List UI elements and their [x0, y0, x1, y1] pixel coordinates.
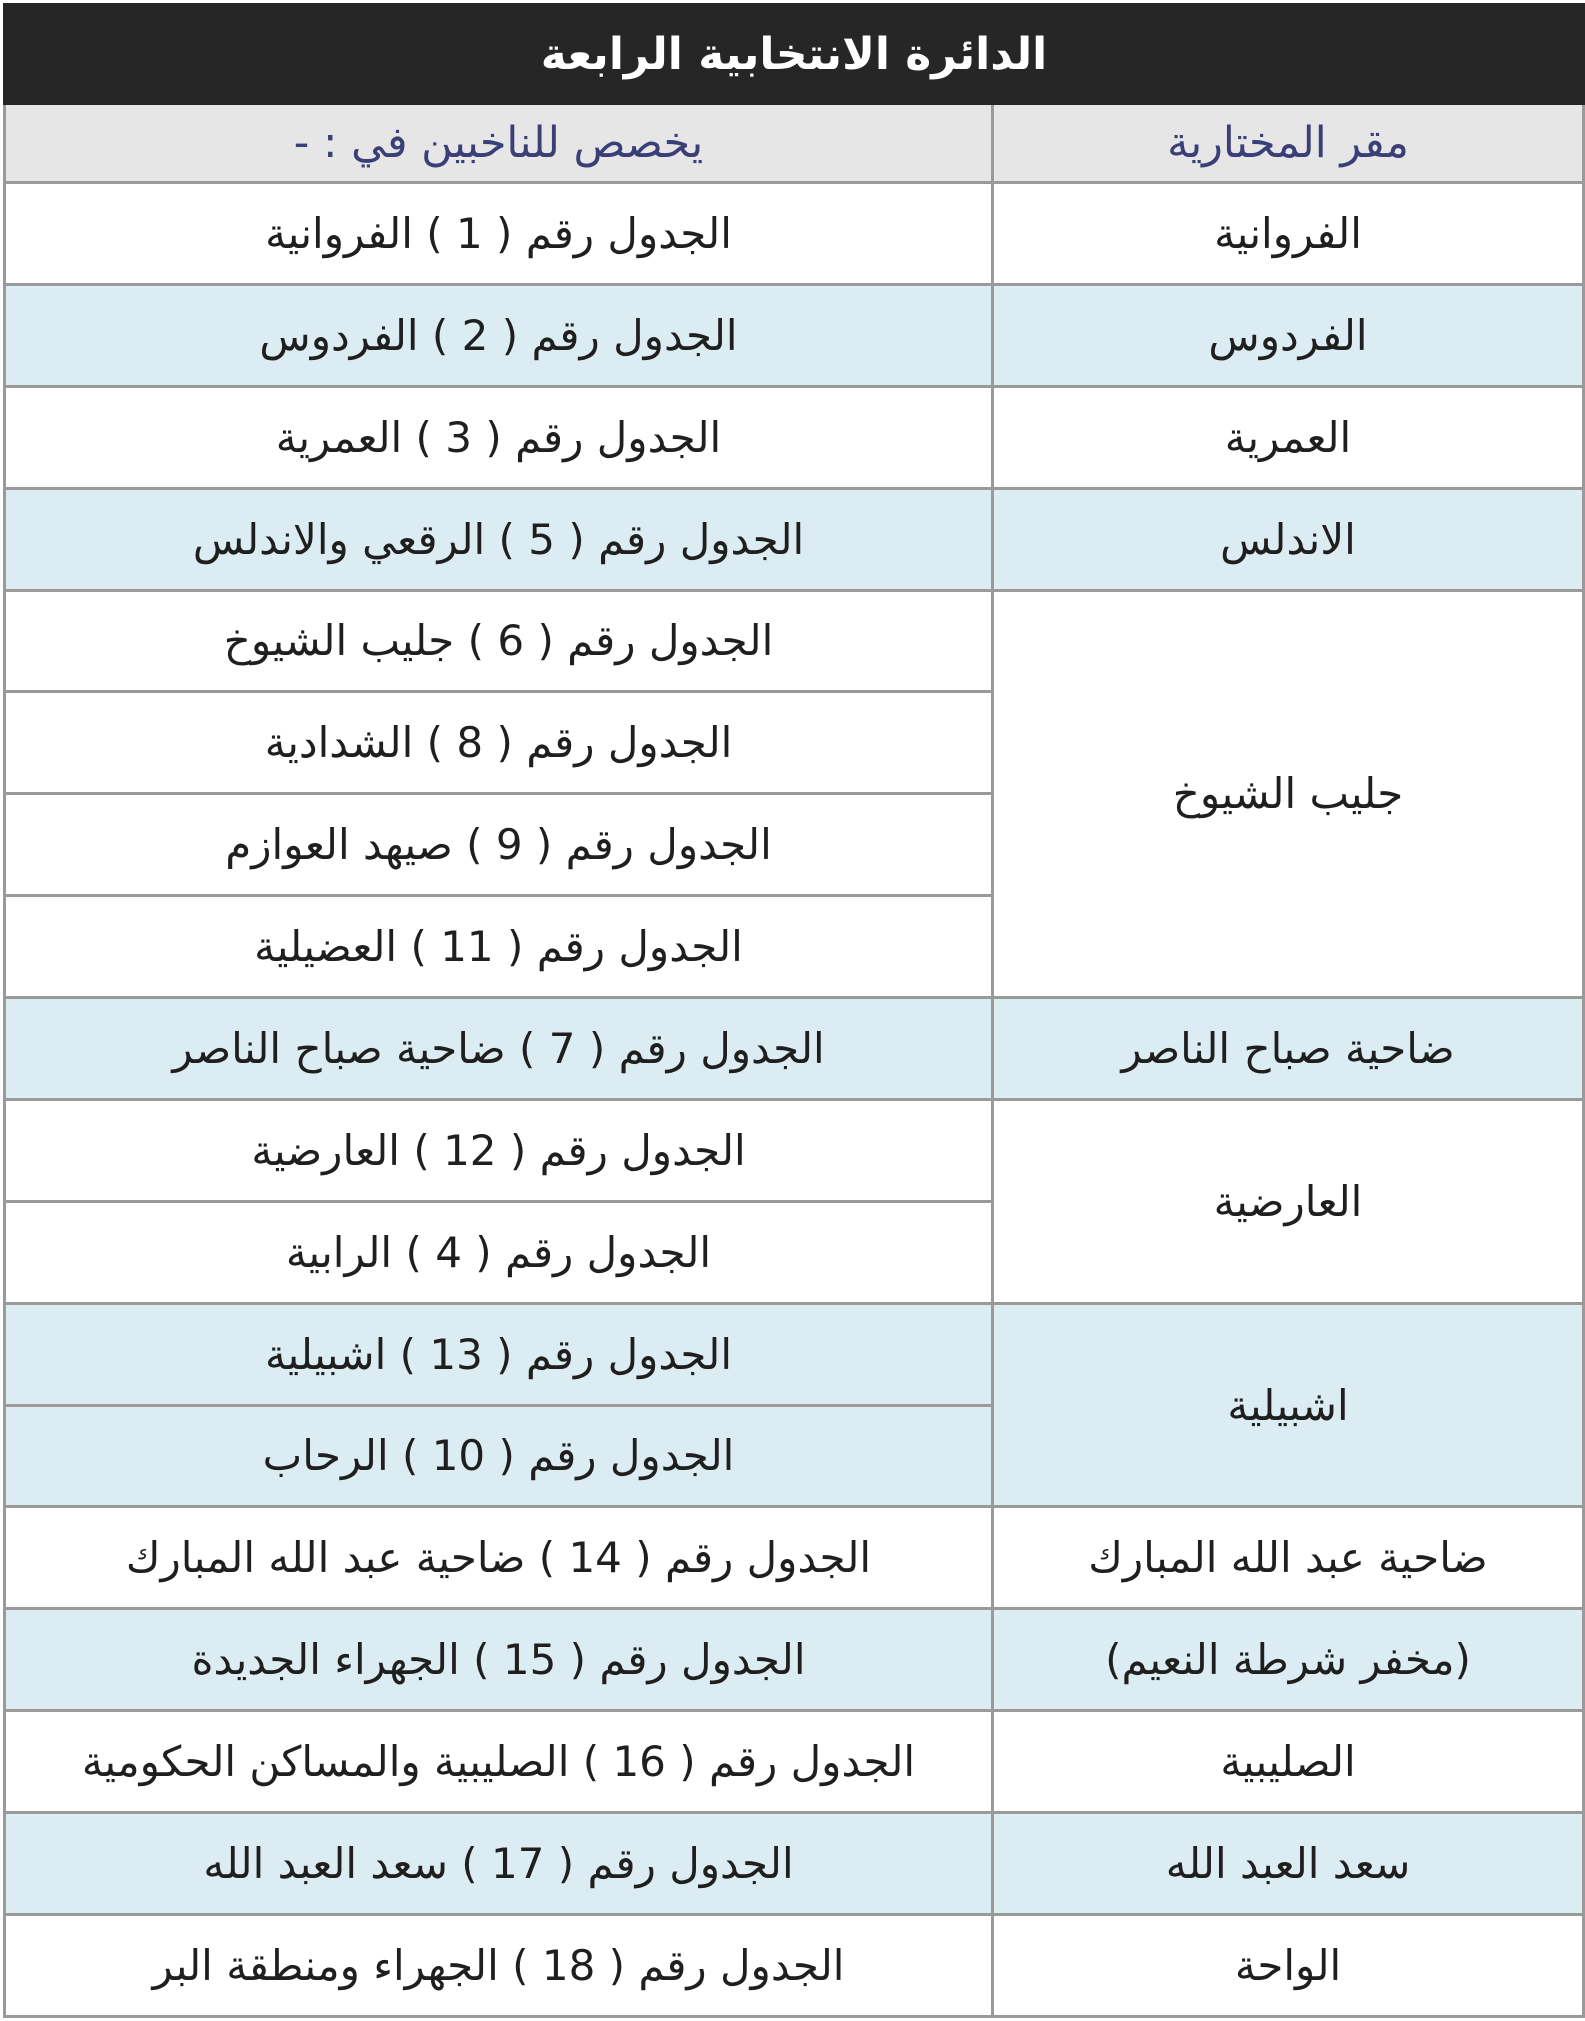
voter-table-cell: الجدول رقم ( 16 ) الصليبية والمساكن الحكومية: [5, 1711, 993, 1813]
table-row: [5, 1609, 1584, 1711]
table-row: [5, 590, 1584, 692]
table-row: [5, 1099, 1584, 1201]
center-cell: (مخفر شرطة النعيم): [993, 1609, 1584, 1711]
voter-table-cell: الجدول رقم ( 17 ) سعد العبد الله: [5, 1813, 993, 1915]
center-cell: الصليبية: [993, 1711, 1584, 1813]
table-row: [5, 1813, 1584, 1915]
table-row: [5, 183, 1584, 285]
center-cell: الواحة: [993, 1914, 1584, 2016]
voter-table-cell: الجدول رقم ( 18 ) الجهراء ومنطقة البر: [5, 1914, 993, 2016]
voter-table-cell: الجدول رقم ( 8 ) الشدادية: [5, 692, 993, 794]
voter-table-cell: الجدول رقم ( 6 ) جليب الشيوخ: [5, 590, 993, 692]
title-row: [5, 5, 1584, 104]
voter-table-cell: الجدول رقم ( 4 ) الرابية: [5, 1201, 993, 1303]
voter-table-cell: الجدول رقم ( 11 ) العضيلية: [5, 896, 993, 998]
voter-table-cell: الجدول رقم ( 5 ) الرقعي والاندلس: [5, 488, 993, 590]
table-row: [5, 1914, 1584, 2016]
center-cell: جليب الشيوخ: [993, 590, 1584, 998]
table-row: [5, 1303, 1584, 1405]
table-row: [5, 488, 1584, 590]
center-cell: العارضية: [993, 1099, 1584, 1303]
center-cell: ضاحية عبد الله المبارك: [993, 1507, 1584, 1609]
voter-table-cell: الجدول رقم ( 14 ) ضاحية عبد الله المبارك: [5, 1507, 993, 1609]
voter-table-cell: الجدول رقم ( 12 ) العارضية: [5, 1099, 993, 1201]
table-title: الدائرة الانتخابية الرابعة: [5, 5, 1584, 104]
center-cell: سعد العبد الله: [993, 1813, 1584, 1915]
table-row: [5, 1507, 1584, 1609]
voter-table-cell: الجدول رقم ( 2 ) الفردوس: [5, 284, 993, 386]
table-row: [5, 998, 1584, 1100]
voter-table-cell: الجدول رقم ( 13 ) اشبيلية: [5, 1303, 993, 1405]
center-cell: اشبيلية: [993, 1303, 1584, 1507]
header-row: [5, 104, 1584, 183]
voter-table-cell: الجدول رقم ( 3 ) العمرية: [5, 386, 993, 488]
header-voters: يخصص للناخبين في : -: [5, 104, 993, 183]
table-body: [5, 183, 1584, 2017]
center-cell: الاندلس: [993, 488, 1584, 590]
center-cell: العمرية: [993, 386, 1584, 488]
voter-table-cell: الجدول رقم ( 15 ) الجهراء الجديدة: [5, 1609, 993, 1711]
header-center: مقر المختارية: [993, 104, 1584, 183]
table-row: [5, 1711, 1584, 1813]
center-cell: الفردوس: [993, 284, 1584, 386]
voter-table-cell: الجدول رقم ( 1 ) الفروانية: [5, 183, 993, 285]
table-row: [5, 284, 1584, 386]
center-cell: ضاحية صباح الناصر: [993, 998, 1584, 1100]
center-cell: الفروانية: [993, 183, 1584, 285]
voter-table-cell: الجدول رقم ( 9 ) صيهد العوازم: [5, 794, 993, 896]
table-row: [5, 386, 1584, 488]
voter-table-cell: الجدول رقم ( 10 ) الرحاب: [5, 1405, 993, 1507]
voter-table-cell: الجدول رقم ( 7 ) ضاحية صباح الناصر: [5, 998, 993, 1100]
district-table: [3, 3, 1585, 2018]
